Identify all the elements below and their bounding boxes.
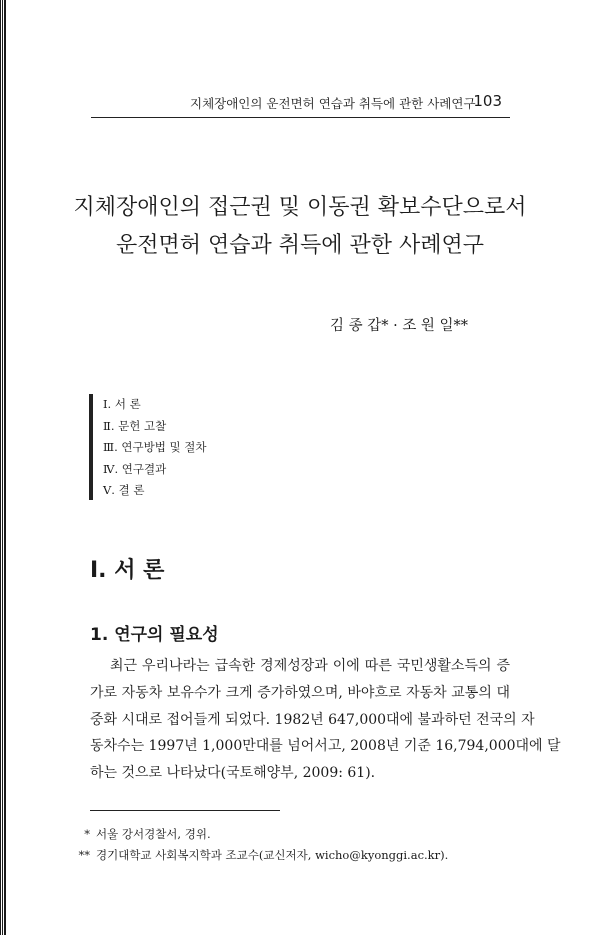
paragraph-line: 동차수는 1997년 1,000만대를 넘어서고, 2008년 기준 16,794,000대에 달 — [90, 738, 561, 755]
footnote-author-2 — [74, 845, 448, 866]
paragraph-line: 하는 것으로 나타났다(국토해양부, 2009: 61). — [90, 765, 376, 782]
footnote-author-1 — [74, 824, 448, 845]
paper-title-line-2: 운전면허 연습과 취득에 관한 사례연구 — [115, 233, 484, 258]
section-heading: Ⅰ. 서 론 — [90, 558, 165, 583]
page-edge-shading — [0, 0, 7, 935]
paragraph-line: 최근 우리나라는 급속한 경제성장과 이에 따른 국민생활소득의 증 — [110, 658, 510, 674]
footnote-text: 경기대학교 사회복지학과 조교수(교신저자, wicho@kyonggi.ac.kr). — [96, 848, 449, 862]
footnote-mark: * — [84, 827, 90, 841]
header-rule — [91, 117, 510, 118]
paragraph-line: 중화 시대로 접어들게 되었다. 1982년 647,000대에 불과하던 전국의 자 — [90, 711, 535, 728]
toc-item-methods: Ⅲ. 연구방법 및 절차 — [103, 440, 207, 454]
subsection-heading: 1. 연구의 필요성 — [90, 625, 219, 645]
authors: 김 종 갑* · 조 원 일** — [330, 318, 469, 334]
body-paragraph — [90, 653, 561, 787]
paragraph-line: 가로 자동차 보유수가 크게 증가하였으며, 바야흐로 자동차 교통의 대 — [90, 684, 510, 701]
page-number: 103 — [473, 92, 502, 110]
toc-item-conclusion: Ⅴ. 결 론 — [103, 483, 145, 497]
footnote-text: 서울 강서경찰서, 경위. — [96, 827, 211, 841]
paper-title-line-1: 지체장애인의 접근권 및 이동권 확보수단으로서 — [73, 195, 527, 220]
toc-item-results: Ⅳ. 연구결과 — [103, 461, 167, 476]
footnote-mark: ** — [78, 848, 90, 862]
running-head — [190, 94, 502, 112]
table-of-contents — [89, 394, 206, 500]
footnotes — [74, 824, 448, 866]
toc-item-introduction: Ⅰ. 서 론 — [103, 397, 141, 411]
footnote-rule — [90, 810, 280, 811]
running-head-title: 지체장애인의 운전면허 연습과 취득에 관한 사례연구 — [190, 96, 476, 111]
toc-item-literature-review: Ⅱ. 문헌 고찰 — [103, 418, 167, 433]
